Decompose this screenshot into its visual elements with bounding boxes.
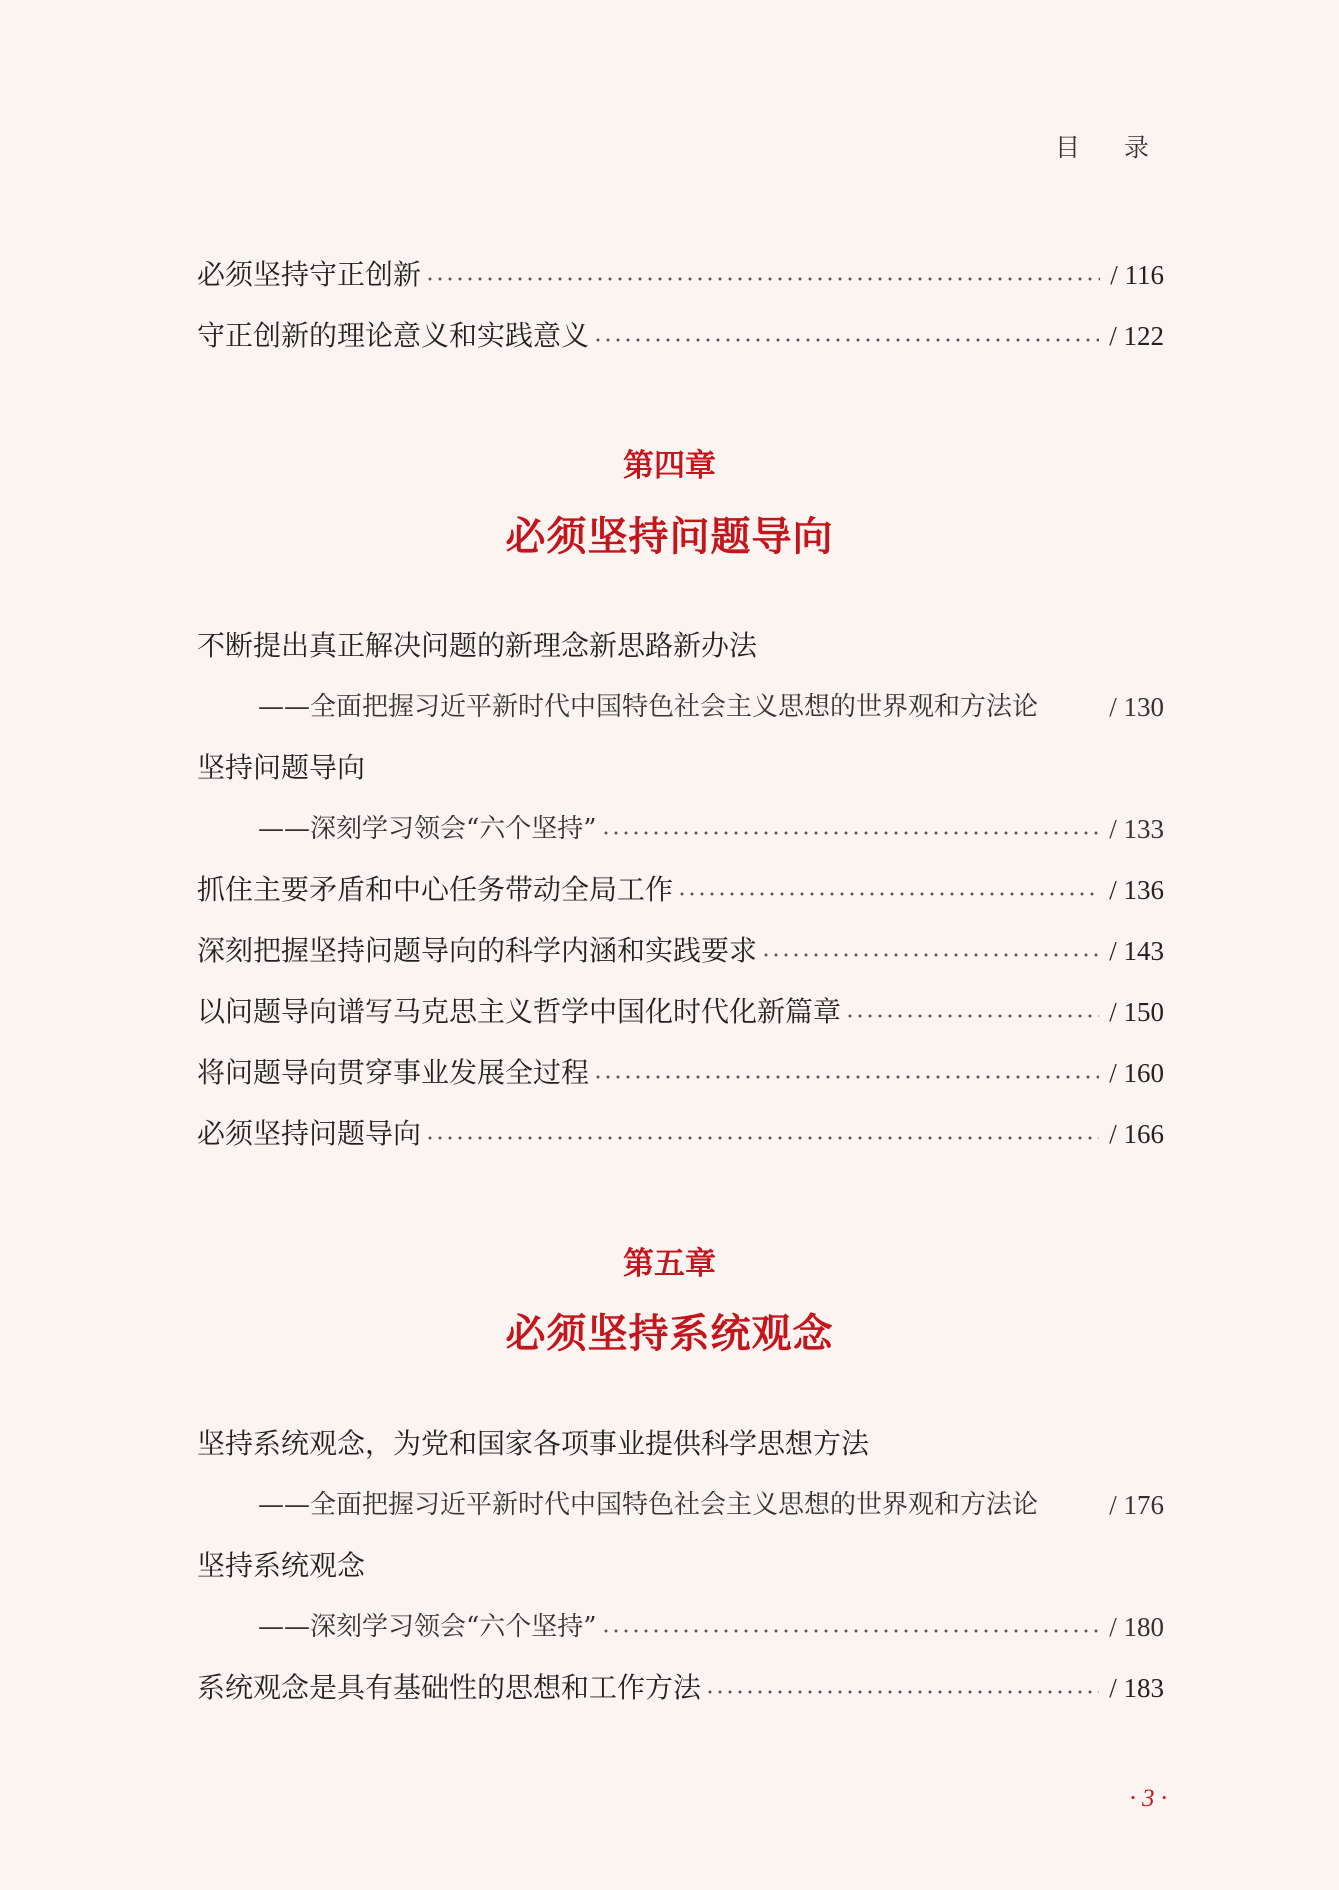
dot-leader <box>425 275 1100 283</box>
toc-entry-page: / 130 <box>1109 692 1164 722</box>
toc-entry-page: / 166 <box>1109 1119 1164 1149</box>
toc-entry-title: 将问题导向贯穿事业发展全过程 <box>197 1056 590 1089</box>
toc-entry[interactable] <box>197 992 1164 1032</box>
running-header: 目 录 <box>1055 133 1167 162</box>
toc-entry[interactable] <box>197 255 1164 295</box>
toc-entry[interactable] <box>197 316 1164 356</box>
toc-entry-title: 系统观念是具有基础性的思想和工作方法 <box>197 1671 702 1704</box>
toc-subentry[interactable] <box>258 809 1164 849</box>
dot-leader <box>601 1627 1100 1635</box>
toc-entry-page: / 180 <box>1109 1612 1164 1642</box>
chapter-number: 第五章 <box>623 1246 716 1282</box>
dot-leader <box>425 1134 1099 1142</box>
toc-entry-page: / 116 <box>1110 260 1164 290</box>
dot-leader <box>705 1688 1099 1696</box>
toc-entry-page: / 160 <box>1109 1058 1164 1088</box>
chapter-title: 必须坚持问题导向 <box>505 513 834 560</box>
dot-leader <box>677 890 1099 898</box>
toc-entry-title: 以问题导向谱写马克思主义哲学中国化时代化新篇章 <box>197 995 842 1028</box>
toc-entry-page: / 150 <box>1109 997 1164 1027</box>
toc-entry[interactable] <box>197 1424 1164 1464</box>
toc-subentry[interactable] <box>258 1485 1164 1525</box>
toc-entry-title: 坚持系统观念，为党和国家各项事业提供科学思想方法 <box>197 1427 870 1460</box>
toc-entry-page: / 136 <box>1109 875 1164 905</box>
chapter-title: 必须坚持系统观念 <box>505 1310 834 1357</box>
toc-entry-page: / 183 <box>1109 1673 1164 1703</box>
dot-leader <box>845 1012 1099 1020</box>
dot-leader <box>761 951 1099 959</box>
toc-subentry[interactable] <box>258 687 1164 727</box>
toc-entry[interactable] <box>197 748 1164 788</box>
toc-entry-title: 必须坚持守正创新 <box>197 258 422 291</box>
dot-leader <box>601 829 1100 837</box>
toc-entry-title: 坚持问题导向 <box>197 751 366 784</box>
toc-subentry-title: ——深刻学习领会“六个坚持” <box>258 814 597 844</box>
toc-subentry-title: ——全面把握习近平新时代中国特色社会主义思想的世界观和方法论 <box>258 1490 1039 1520</box>
toc-entry-page: / 143 <box>1109 936 1164 966</box>
toc-entry-title: 坚持系统观念 <box>197 1549 366 1582</box>
toc-subentry-title: ——全面把握习近平新时代中国特色社会主义思想的世界观和方法论 <box>258 692 1039 722</box>
chapter-number: 第四章 <box>623 448 716 484</box>
toc-entry-page: / 122 <box>1109 321 1164 351</box>
toc-entry[interactable] <box>197 1053 1164 1093</box>
toc-subentry[interactable] <box>258 1607 1164 1647</box>
dot-leader <box>593 336 1099 344</box>
toc-entry[interactable] <box>197 1668 1164 1708</box>
toc-entry-page: / 176 <box>1109 1490 1164 1520</box>
dot-leader <box>593 1073 1099 1081</box>
toc-entry-title: 必须坚持问题导向 <box>197 1117 422 1150</box>
toc-entry-title: 深刻把握坚持问题导向的科学内涵和实践要求 <box>197 934 758 967</box>
toc-entry[interactable] <box>197 626 1164 666</box>
toc-entry[interactable] <box>197 931 1164 971</box>
toc-entry-title: 抓住主要矛盾和中心任务带动全局工作 <box>197 873 674 906</box>
toc-entry[interactable] <box>197 1114 1164 1154</box>
toc-entry-page: / 133 <box>1109 814 1164 844</box>
toc-entry[interactable] <box>197 870 1164 910</box>
toc-subentry-title: ——深刻学习领会“六个坚持” <box>258 1612 597 1642</box>
toc-entry-title: 守正创新的理论意义和实践意义 <box>197 319 590 352</box>
toc-entry[interactable] <box>197 1546 1164 1586</box>
toc-entry-title: 不断提出真正解决问题的新理念新思路新办法 <box>197 629 758 662</box>
page-number: · 3 · <box>1129 1785 1167 1812</box>
